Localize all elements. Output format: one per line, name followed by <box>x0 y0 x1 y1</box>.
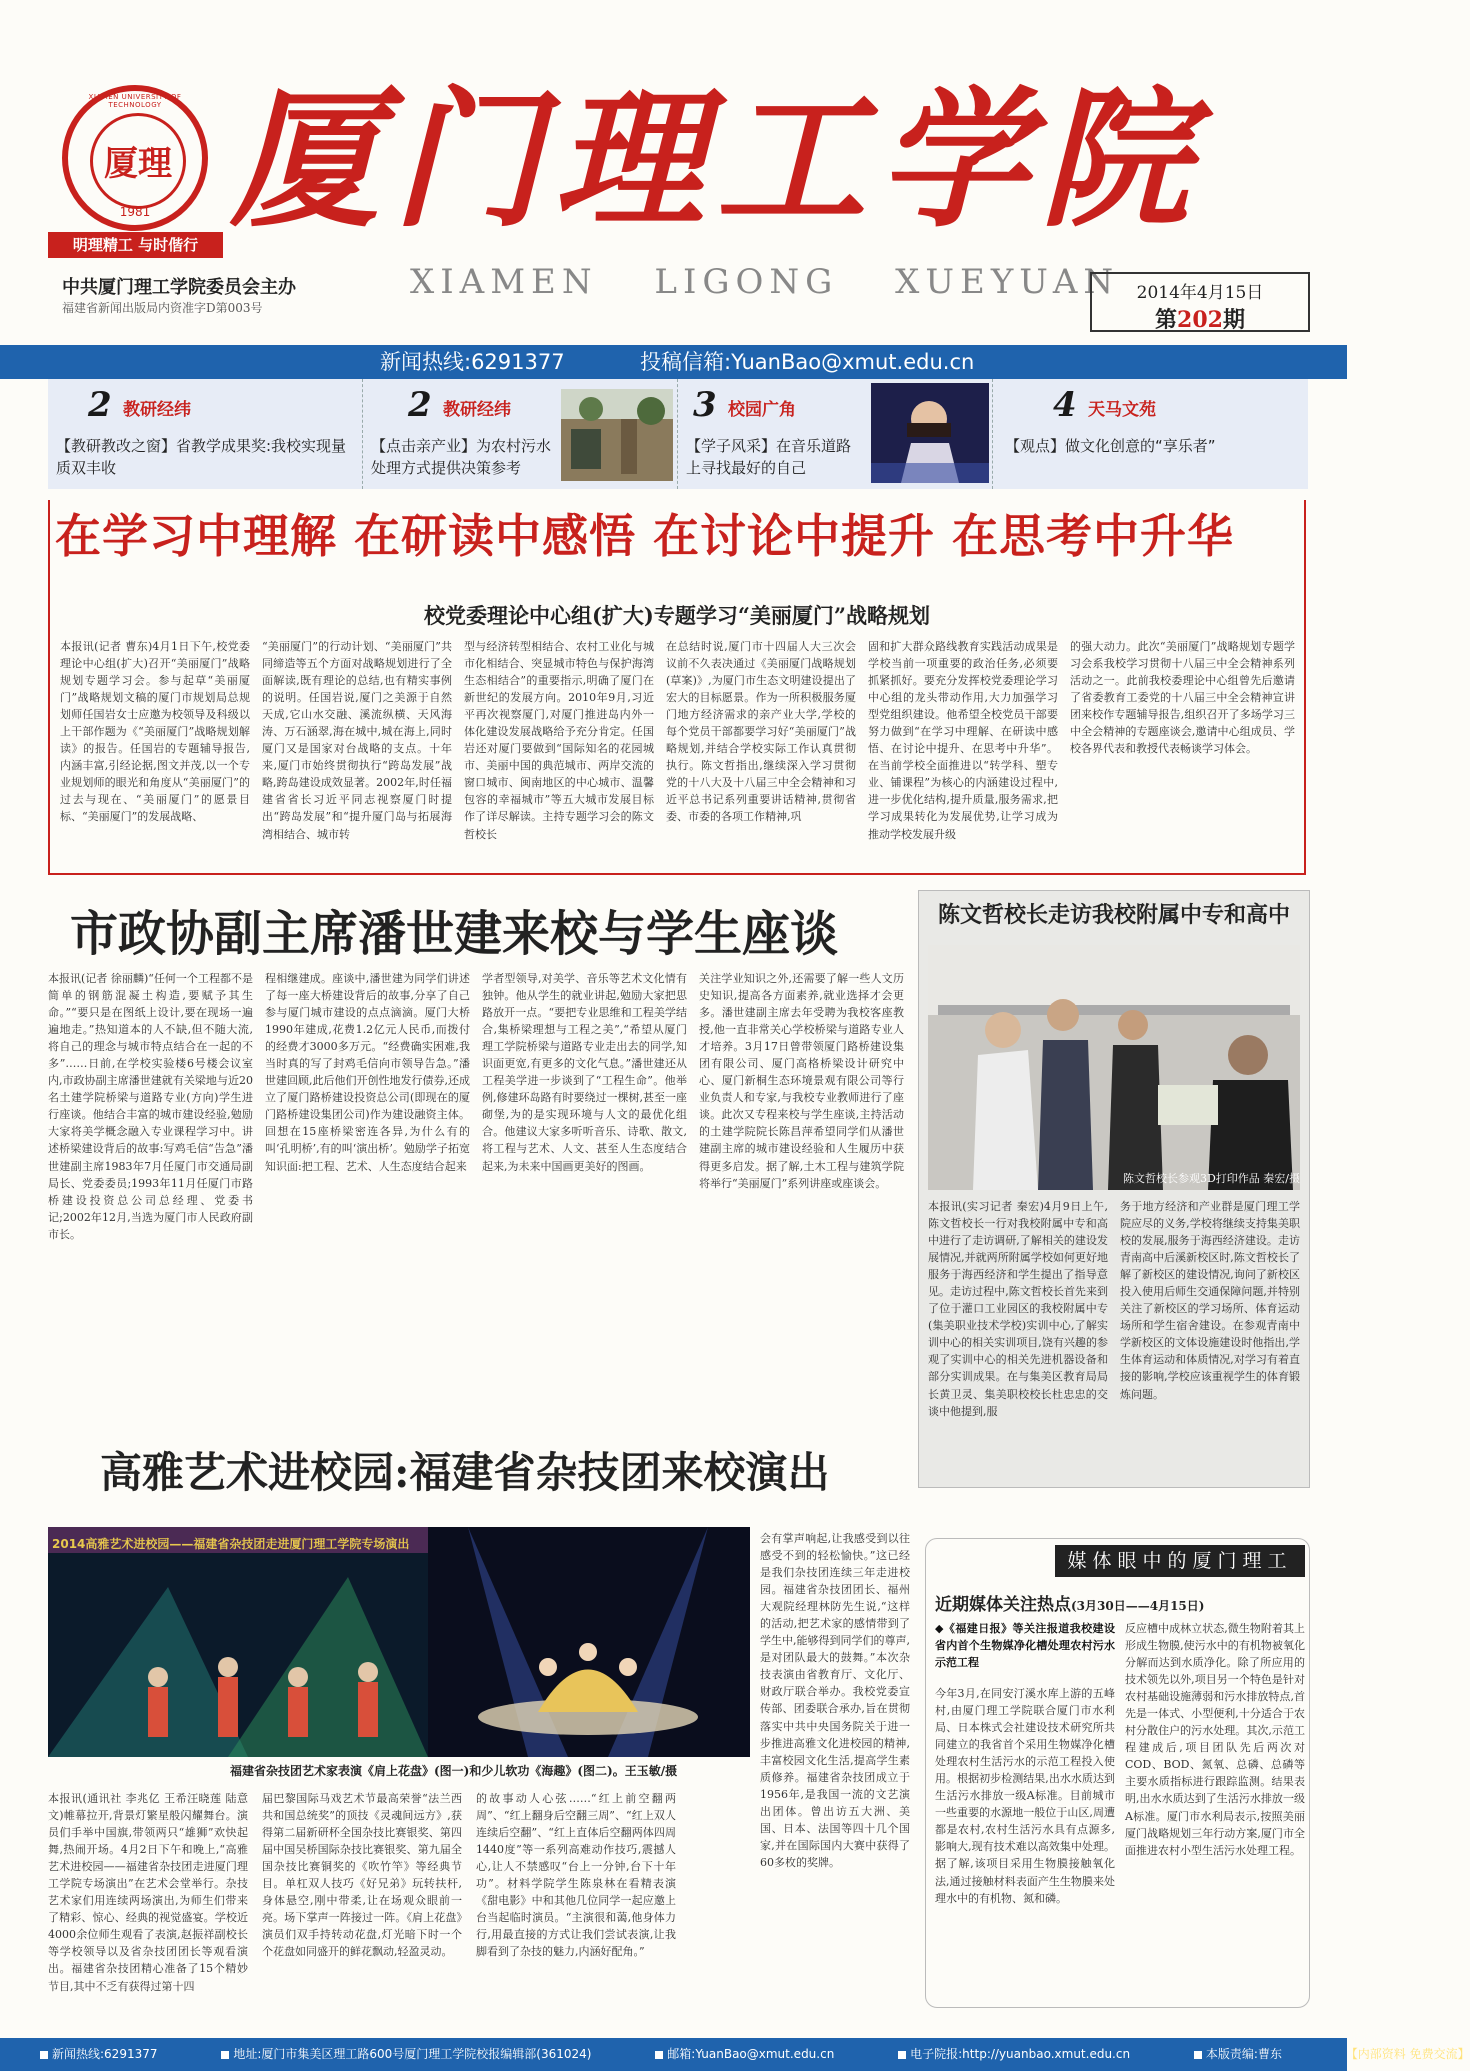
newspaper-title: 厦门理工学院 <box>230 72 1203 248</box>
footer-email-text: 邮箱:YuanBao@xmut.edu.cn <box>667 2047 835 2061</box>
story3-column: 届巴黎国际马戏艺术节最高荣誉“法兰西共和国总统奖”的顶技《灵魂间远方》,获得第二届新研杯全国杂技比赛银奖、第四届中国吴桥国际杂技比赛银奖、第九届全国杂技比赛铜奖的《吹竹竿》等经典节目。单杠双人技巧《好兄弟》玩转扶杆,身体悬空,刚中带柔,让在场观众眼前一亮。场下掌声一阵接过一阵。《肩上花盘》演员们双手持转动花盘,灯光暗下时一个个花盘如同盛开的鲜花飘动,轻盈灵动。 <box>262 1792 462 1959</box>
teaser-page: 4 <box>1053 385 1077 425</box>
show-photo-2 <box>428 1527 750 1757</box>
story3-headline: 高雅艺术进校园:福建省杂技团来校演出 <box>100 1448 830 1497</box>
teaser-section: 教研经纬 <box>123 400 191 420</box>
footer-website-text: 电子院报:http://yuanbao.xmut.edu.cn <box>910 2047 1131 2061</box>
teaser-photo-graphic <box>561 389 673 481</box>
issue-number <box>1092 303 1308 334</box>
lead-column: 固和扩大群众路线教育实践活动成果是学校当前一项重要的政治任务,必须要抓紧抓好。要充分发挥校党委理论学习中心组的龙头带动作用,大力加强学习型党组织建设。他希望全校党员干部要努力做到“在学习中理解、在研读中感悟、在讨论中提升、在思考中升华”。在当前学校全面推进以“转学科、塑专业、铺课程”为核心的内涵建设过程中,进一步优化结构,提升质量,服务需求,把学习成果转化为发展优势,让学习成为推动学校发展升级 <box>868 640 1058 841</box>
show-photo-1 <box>48 1527 428 1757</box>
teaser-page: 3 <box>693 385 717 425</box>
teaser-photo <box>561 389 673 481</box>
lead-column: “美丽厦门”的行动计划、“美丽厦门”共同缔造等五个方面对战略规划进行了全面解读,既有理论的总结,也有精实事例的说明。任国岩说,厦门之美源于自然天成,它山水交融、溪流纵横、天风海涛、万石涵翠,海在城中,城在海上,同时厦门又是国家对台战略的支点。十年来,厦门市始终贯彻执行“跨岛发展”战略,跨岛建设成效显著。2002年,时任福建省省长习近平同志视察厦门时提出“跨岛发展”和“提升厦门岛与拓展海湾相结合、城市转 <box>262 640 452 841</box>
teaser-text: 【观点】做文化创意的“享乐者” <box>1005 437 1216 455</box>
sidebar-photo <box>928 945 1300 1190</box>
teaser-text: 【教研教改之窗】省教学成果奖:我校实现量质双丰收 <box>56 437 347 477</box>
sidebar-photo-caption: 陈文哲校长参观3D打印作品 秦宏/摄 <box>1122 1172 1300 1185</box>
teaser-page: 2 <box>88 385 112 425</box>
lead-column: 在总结时说,厦门市十四届人大三次会议前不久表决通过《美丽厦门战略规划(草案)》,为厦门市生态文明建设提出了宏大的目标愿景。作为一所积极服务厦门地方经济需求的亲产业大学,学校的每个党员干部都要学习好“美丽厦门”战略规划,并结合学校实际工作认真贯彻执行。陈文哲指出,继续深入学习贯彻党的十八大及十八届三中全会精神和习近平总书记系列重要讲话精神,贯彻省委、市委的各项工作精神,巩 <box>666 640 856 824</box>
teaser-photo <box>871 383 989 483</box>
teaser-text: 【点击亲产业】为农村污水处理方式提供决策参考 <box>371 437 552 477</box>
teaser-item[interactable] <box>363 379 678 489</box>
show-photo-2-graphic <box>428 1527 750 1757</box>
sidebar-headline: 陈文哲校长走访我校附属中专和高中 <box>937 902 1290 928</box>
show-photo-banner: 2014高雅艺术进校园——福建省杂技团走进厦门理工学院专场演出 <box>52 1537 410 1551</box>
footer-address <box>221 2047 591 2061</box>
story2-column: 学者型领导,对美学、音乐等艺术文化情有独钟。他从学生的就业讲起,勉励大家把思路放开一点。“要把专业思维和工程美学结合,集桥梁理想与工程之美”,“希望从厦门理工学院桥梁与道路专业走出去的同学,知识面更宽,有更多的文化气息。”潘世建还从工程美学进一步谈到了“工程生命”。他举例,修建环岛路有时要绕过一棵树,甚至一座砌堡,为的是实现环境与人文的最优化组合。他建议大家多听听音乐、诗歌、散文,将工程与艺术、人文、甚至人生态度结合起来,为未来中国画更美好的图画。 <box>482 972 687 1173</box>
lead-headline: 在学习中理解 在研读中感悟 在讨论中提升 在思考中升华 <box>55 509 1235 563</box>
issue-box <box>1090 272 1310 332</box>
footer-email[interactable] <box>655 2047 834 2061</box>
issue-prefix: 第 <box>1155 307 1178 333</box>
submission-email[interactable]: 投稿信箱:YuanBao@xmut.edu.cn <box>640 350 975 374</box>
teaser-text: 【学子风采】在音乐道路上寻找最好的自己 <box>686 437 852 477</box>
hotline: 新闻热线:6291377 <box>380 350 565 374</box>
story2-column: 程相继建成。座谈中,潘世建为同学们讲述了每一座大桥建设背后的故事,分享了自己参与厦门城市建设的点点滴滴。厦门大桥1990年建成,花费1.2亿元人民币,而拨付的经费才3000多万元。“经费确实困难,我当时真的写了封鸡毛信向市领导告急。”潘世建回顾,此后他们开创性地发行债券,还成立了厦门路桥建设投资总公司(即现在的厦门路桥建设集团公司)作为建设融资主体。回想在15座桥梁密连各异,为什么有的叫‘孔明桥’,有的叫‘演出桥’。勉励学子拓宽知识面:把工程、艺术、人生态度结合起来 <box>265 972 470 1173</box>
media-subhead <box>935 1590 1305 1615</box>
show-photo-caption: 福建省杂技团艺术家表演《肩上花盘》(图一)和少儿软功《海趣》(图二)。王玉敏/摄 <box>230 1764 678 1778</box>
title-pinyin: XIAMEN LIGONG XUEYUAN <box>410 262 1120 302</box>
teaser-section: 校园广角 <box>728 400 796 420</box>
sidebar-photo-graphic <box>928 945 1300 1190</box>
teaser-strip <box>48 379 1308 489</box>
footer-hotline <box>40 2047 158 2061</box>
bullet-icon <box>1194 2051 1202 2059</box>
seal-glyph: 厦理 <box>104 144 172 184</box>
sidebar-column: 本报讯(实习记者 秦宏)4月9日上午,陈文哲校长一行对我校附属中专和高中进行了走访调研,了解相关的建设发展情况,并就两所附属学校如何更好地服务于海西经济和学生提出了指导意见。走访过程中,陈文哲校长首先来到了位于灌口工业园区的我校附属中专(集美职业技术学校)实训中心,了解实训中心的相关实训项目,饶有兴趣的参观了实训中心的相关先进机器设备和部分实训成果。在与集美区教育局局长黄卫灵、集美职校校长杜忠忠的交谈中他提到,服 <box>928 1200 1108 1418</box>
teaser-item[interactable] <box>993 379 1308 489</box>
media-column: 今年3月,在同安汀溪水库上游的五峰村,由厦门理工学院联合厦门市水利局、日本株式会社建设技术研究所共同建立的我省首个采用生物媒净化槽处理农村生活污水的示范工程投入使用。根据初步检测结果,出水水质达到生活污水排放一级A标准。目前城市一些重要的水源地一般位于山区,周遭都是农村,农村生活污水具有点源多,影响大,现有技术难以高效集中处理。据了解,该项目采用生物膜接触氧化法,通过接触材料表面产生生物膜来处理水中的有机物、氮和磷。 <box>935 1687 1115 1905</box>
media-item-title[interactable]: ◆《福建日报》等关注报道我校建设省内首个生物媒净化槽处理农村污水示范工程 <box>935 1622 1115 1670</box>
story2-column: 关注学业知识之外,还需要了解一些人文历史知识,提高各方面素养,就业选择才会更多。潘世建副主席去年受聘为我校客座教授,他一直非常关心学校桥梁与道路专业人才培养。3月17日曾带领厦门路桥建设集团有限公司、厦门高格桥梁设计研究中心、厦门新桐生态环境景观有限公司等行业负责人和专家,与我校专业教师进行了座谈。此次又专程来校与学生座谈,主持活动的土建学院院长陈昌萍希望同学们从潘世建副主席的城市建设经验和人生履历中获得更多启发。据了解,土木工程与建筑学院将举行“美丽厦门”系列讲座或座谈会。 <box>699 972 904 1190</box>
story3-column: 本报讯(通讯社 李兆亿 王希汪晓莲 陆意文)帷幕拉开,背景灯繁星般闪耀舞台。演员们手举中国旗,带领两只“雄狮”欢快起舞,热闹开场。4月2日下午和晚上,“高雅艺术进校园——福建省杂技团走进厦门理工学院专场演出”在艺术会堂举行。杂技艺术家们用连续两场演出,为师生们带来了精彩、惊心、经典的视觉盛宴。学校近4000余位师生观看了表演,赵振祥副校长等学校领导以及省杂技团团长等观看演出。福建省杂技团精心准备了15个精妙节目,其中不乏有获得过第十四 <box>48 1792 248 1993</box>
story2-headline: 市政协副主席潘世建来校与学生座谈 <box>70 906 839 962</box>
story3-column: 的故事动人心弦……“红上前空翻两周”、“红上翻身后空翻三周”、“红上双人连续后空翻”、“红上直体后空翻两体四周1440度”等一系列高难动作技巧,震撼人心,让人不禁感叹“台上一分钟,台下十年功”。材料学院学生陈泉林在看精表演《甜电影》中和其他几位同学一起应邀上台当起临时演员。“主演很和蔼,他身体力行,用最直接的方式让我们尝试表演,让我脚看到了杂技的魅力,内涵好配角。” <box>476 1792 676 1959</box>
lead-column: 本报讯(记者 曹东)4月1日下午,校党委理论中心组(扩大)召开“美丽厦门”战略规划专题学习会。参与起草“美丽厦门”战略规划文稿的厦门市规划局总规划师任国岩女士应邀为校领导及科级以上干部作题为《“美丽厦门”战略规划解读》的报告。任国岩的专题辅导报告,内涵丰富,引经论据,图文并茂,以一个专业规划师的眼光和角度从“美丽厦门”的过去与现在、“美丽厦门”的愿景目标、“美丽厦门”的发展战略、 <box>60 640 250 824</box>
teaser-section: 天马文苑 <box>1088 400 1156 420</box>
license-number: 福建省新闻出版局内资准字D第003号 <box>62 301 263 315</box>
lead-column: 的强大动力。此次“美丽厦门”战略规划专题学习会系我校学习贯彻十八届三中全会精神系列活动之一。此前我校委理论中心组曾先后邀请了省委教育工委党的十八届三中全会精神宣讲团来校作专题辅导报告,组织召开了多场学习三中全会精神的专题座谈会,邀请中心组成员、学校各界代表和教授代表畅谈学习体会。 <box>1070 640 1295 756</box>
footer-address-text: 地址:厦门市集美区理工路600号厦门理工学院校报编辑部(361024) <box>233 2047 592 2061</box>
teaser-page: 2 <box>408 385 432 425</box>
footer-hotline-text: 新闻热线:6291377 <box>52 2047 158 2061</box>
lead-column: 型与经济转型相结合、农村工业化与城市化相结合、突显城市特色与保护海湾生态相结合”的重要指示,明确了厦门在新世纪的发展方向。2010年9月,习近平再次视察厦门,对厦门推进岛内外一体化建设发展战略给予充分肯定。任国岩还对厦门要做到“国际知名的花园城市、美丽中国的典范城市、两岸交流的窗口城市、闽南地区的中心城市、温馨包容的幸福城市”等五大城市发展目标作了详尽解读。主持专题学习会的陈文哲校长 <box>464 640 654 841</box>
media-column: 反应槽中成林立状态,微生物附着其上形成生物膜,使污水中的有机物被氧化分解而达到水质净化。除了所应用的技术领先以外,项目另一个特色是针对农村基础设施薄弱和污水排放特点,首先是一体式、小型便利,十分适合于农村分散住户的污水处理。其次,示范工程建成后,项目团队先后两次对COD、BOD、氮氧、总磷、总磷等主要水质指标进行跟踪监测。结果表明,出水水质达到了生活污水排放一级A标准。厦门市水利局表示,按照美丽厦门战略规划三年行动方案,厦门市全面推进农村小型生活污水处理工程。 <box>1125 1622 1305 1857</box>
seal-inner-ring <box>90 113 186 209</box>
footer-editor <box>1194 2047 1282 2061</box>
teaser-photo-graphic <box>871 383 989 483</box>
bullet-icon <box>655 2051 663 2059</box>
media-subhead-dates: (3月30日——4月15日) <box>1071 1599 1205 1613</box>
bullet-icon <box>898 2051 906 2059</box>
story3-column: 会有掌声响起,让我感受到以往感受不到的轻松愉快。”这已经是我们杂技团连续三年走进校园。福建省杂技团团长、福州大观院经理林防先生说,“这样的活动,把艺术家的感情带到了学生中,能够得到同学们的尊声,是对团队最大的鼓舞。”本次杂技表演由省教育厅、文化厅、财政厅联合举办。我校党委宣传部、团委联合承办,旨在贯彻落实中共中央国务院关于进一步推进高雅文化进校园的精神,丰富校园文化生活,提高学生素质修养。福建省杂技团成立于1956年,是我国一流的文艺演出团体。曾出访五大洲、美国、日本、法国等四十几个国家,并在国际国内大赛中获得了60多枚的奖牌。 <box>760 1532 910 1869</box>
footer-bar <box>0 2038 1470 2071</box>
teaser-item[interactable] <box>678 379 993 489</box>
sidebar-column: 务于地方经济和产业群是厦门理工学院应尽的义务,学校将继续支持集美职校的发展,服务于海西经济建设。走访青南高中后溪新校区时,陈文哲校长了解了新校区的建设情况,询问了新校区投入使用后师生交通保障问题,并特别关注了新校区的学习场所、体育运动场所和学生宿舍建设。在参观青南中学新校区的文体设施建设时他指出,学生体育运动和体质情况,对学习有着直接的影响,学校应该重视学生的体育锻炼问题。 <box>1120 1200 1300 1401</box>
show-photo-1-graphic <box>48 1527 428 1757</box>
issue-date: 2014年4月15日 <box>1136 283 1264 303</box>
footer-editor-text: 本版责编:曹东 <box>1205 2047 1282 2061</box>
issue-suffix: 期 <box>1222 307 1245 333</box>
issue-no: 202 <box>1177 307 1223 333</box>
teaser-item[interactable] <box>48 379 363 489</box>
publisher-host: 中共厦门理工学院委员会主办 <box>62 277 296 298</box>
school-motto: 明理精工 与时偕行 <box>48 232 223 258</box>
contact-bar <box>0 345 1347 379</box>
footer-website[interactable] <box>898 2047 1130 2061</box>
media-subhead-text: 近期媒体关注热点 <box>935 1595 1071 1615</box>
media-banner: 媒体眼中的厦门理工 <box>1055 1545 1305 1577</box>
seal-arc-text: XIAMEN UNIVERSITY OF TECHNOLOGY <box>88 93 182 109</box>
footer-internal-note: 【内部资料 免费交流】 <box>1345 2047 1470 2061</box>
seal-year: 1981 <box>119 205 151 219</box>
teaser-section: 教研经纬 <box>443 400 511 420</box>
bullet-icon <box>221 2051 229 2059</box>
bullet-icon <box>40 2051 48 2059</box>
lead-subheadline: 校党委理论中心组(扩大)专题学习“美丽厦门”战略规划 <box>423 603 931 628</box>
story2-column: 本报讯(记者 徐丽麟)“任何一个工程都不是简单的钢筋混凝土构造,要赋予其生命。”“要只是在图纸上设计,要在现场一遍遍地走。”热知道本的人不缺,但不随大流,将自己的理念与城市特点结合在一起的不多”……日前,在学校实验楼6号楼会议室内,市政协副主席潘世建就有关梁地与近20名土建学院桥梁与道路专业(方向)学生进行座谈。他结合丰富的城市建设经验,勉励大家将美学概念融入专业课程学习中。讲述桥梁建设背后的故事:写鸡毛信“告急”潘世建副主席1983年7月任厦门市交通局副局长、党委委员;1993年11月任厦门市路桥建设投资总公司总经理、党委书记;2002年12月,当选为厦门市人民政府副市长。 <box>48 972 253 1241</box>
university-seal-logo <box>62 85 208 231</box>
